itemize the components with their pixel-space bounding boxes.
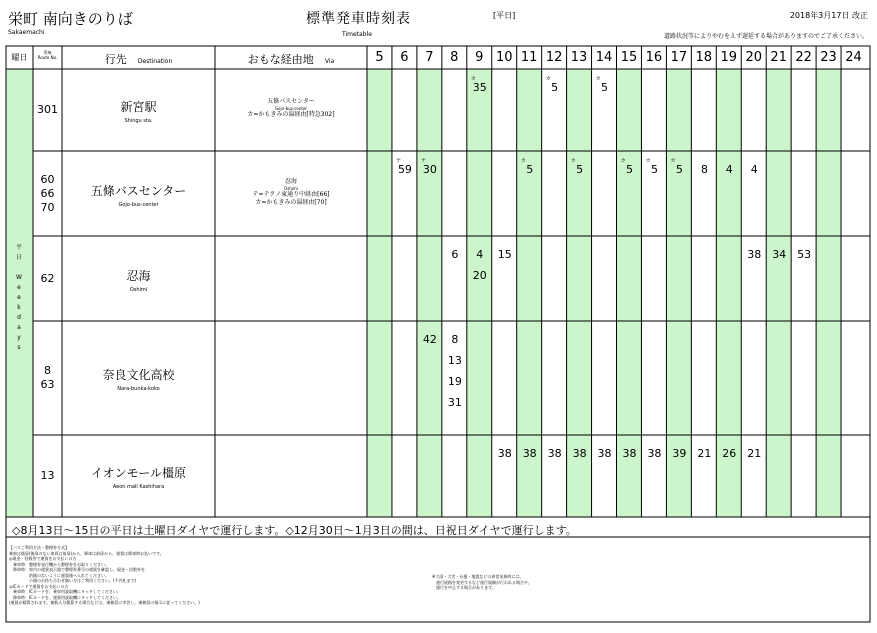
weekday-char: e [17, 284, 21, 291]
departure-minute: 5 [675, 163, 683, 176]
holiday-notice: ◇8月13日～15日の平日は土曜日ダイヤで運行します。◇12月30日～1月3日の間は、日祝日ダイヤで運行します。 [12, 524, 577, 537]
departure-minute: 42 [422, 333, 437, 346]
hour-header-24: 24 [845, 50, 862, 65]
via-line: 五條バスセンター [267, 98, 315, 105]
fine-print-line: 乗車は後扉(後扉のない車両は前扉)から、降車は前扉から、運賃は降車時お払いです。 [9, 550, 164, 556]
page-title-en: Timetable [342, 31, 372, 38]
via-stops [215, 178, 367, 207]
via-line: Gojo-bus-center [274, 106, 308, 111]
departure-minute: 35 [472, 81, 487, 94]
green-column-5 [367, 69, 392, 517]
departure-minute: 13 [447, 354, 462, 367]
hour-header-16: 16 [645, 50, 663, 65]
route-number: 62 [40, 271, 55, 285]
departure-minute: 5 [526, 163, 534, 176]
hour-header-13: 13 [570, 50, 588, 65]
departure-minute: 31 [447, 396, 462, 409]
route-numbers [33, 469, 62, 483]
weekday-char: a [17, 324, 21, 331]
departure-minute: 59 [397, 163, 412, 176]
delay-notice: 道路状況等によりやむをえず遅延する場合がありますのでご了承ください。 [663, 33, 868, 40]
via-line: 忍海 [284, 177, 297, 185]
stop-name: 栄町 南向きのりば [8, 10, 133, 28]
departure-minute: 38 [747, 248, 762, 261]
departure-minute: 5 [551, 81, 559, 94]
destination [62, 366, 215, 392]
route-variant-mark: カ [520, 158, 526, 164]
departure-minute: 26 [722, 447, 737, 460]
departure-minute: 53 [797, 248, 812, 261]
weekday-char: e [17, 294, 21, 301]
departure-minute: 6 [451, 248, 459, 261]
hour-header-10: 10 [495, 50, 513, 65]
hour-header-19: 19 [720, 50, 738, 65]
via-stops [215, 98, 367, 119]
departure-minute: 5 [626, 163, 633, 176]
departure-minute: 5 [601, 81, 609, 94]
destination [62, 182, 215, 208]
page-title: 標準発車時刻表 [306, 11, 411, 27]
green-column-7 [417, 69, 442, 517]
route-number: 13 [40, 469, 55, 482]
hour-header-5: 5 [375, 50, 384, 65]
destination-name-en: Nara-bunka-koko [117, 386, 160, 392]
route-variant-mark: カ [620, 158, 626, 164]
route-numbers [33, 364, 62, 392]
departure-minute: 30 [422, 163, 437, 176]
hour-header-21: 21 [770, 50, 787, 65]
fine-print-line: 降車時：ICカードを、運賃用読取機にタッチしてください。 [9, 594, 121, 600]
weekday-char: 平 [15, 244, 22, 251]
stop-name-roman: Sakaemachi [8, 29, 45, 36]
destination [62, 98, 215, 124]
route-number: 63 [40, 378, 55, 391]
destination [62, 267, 215, 293]
hour-header-11: 11 [520, 50, 538, 65]
departure-minute: 19 [447, 375, 462, 388]
departure-minute: 38 [497, 447, 512, 460]
fine-print-line: 【バスご利用方法・整理券方式】 [9, 545, 69, 550]
green-column-23 [816, 69, 841, 517]
route-number: 66 [40, 186, 55, 200]
hour-header-20: 20 [745, 50, 762, 65]
route-variant-mark: カ [545, 76, 551, 82]
departure-minute: 39 [672, 447, 687, 460]
route-variant-mark: テ [420, 158, 426, 164]
destination-name-en: Aeon mall Kashihara [112, 484, 165, 490]
departure-minute: 20 [472, 269, 487, 282]
route-variant-mark: カ [645, 158, 651, 164]
via-line: カ=かもきみの湯経由[特急302] [247, 111, 335, 118]
column-header-via-en: Via [324, 58, 335, 65]
column-header-via-ja: おもな経由地 [247, 53, 314, 66]
hour-header-23: 23 [820, 50, 837, 65]
fine-print-line: (運賃が精算されます。複数人分精算する場合などは、乗務員に申告し、乗務員の指示に従ってください。) [9, 600, 200, 605]
route-number: 301 [37, 103, 58, 116]
hour-header-9: 9 [475, 50, 484, 65]
fine-print-line: 小銭のお持ち合わせ無い方はご利用ください。(千円札まで) [9, 578, 137, 583]
route-variant-mark: カ [570, 158, 576, 164]
hour-header-22: 22 [795, 50, 812, 65]
destination [62, 464, 215, 490]
departure-minute: 38 [572, 447, 587, 460]
weekday-char: d [17, 314, 21, 321]
fine-print-line: ※大雨・大雪・台風・地震などの異常気象時には、 [432, 574, 524, 579]
departure-minute: 4 [476, 248, 484, 261]
destination-name: 忍海 [126, 268, 151, 283]
hour-header-12: 12 [545, 50, 563, 65]
column-header-via [215, 48, 367, 68]
weekday-char: s [17, 344, 21, 351]
fine-print-line: 運行経路を変更するなど運行規制が行われる場合や、 [432, 579, 532, 585]
route-number: 70 [40, 200, 55, 214]
column-header-destination [62, 48, 215, 68]
weekday-char: W [16, 274, 22, 281]
route-variant-mark: テ [395, 158, 401, 164]
weekday-char: y [17, 334, 21, 341]
hour-header-18: 18 [695, 50, 713, 65]
green-column-9 [467, 69, 492, 517]
departure-minute: 34 [772, 248, 787, 261]
hour-header-14: 14 [595, 50, 613, 65]
destination-name-en: Oshimi [129, 286, 148, 293]
column-header-route-en: Route No. [37, 55, 58, 60]
departure-minute: 5 [576, 163, 584, 176]
destination-name: 奈良文化高校 [102, 368, 175, 382]
via-line: テ=テクノ東通り中経由[66] [252, 190, 330, 198]
route-number: 8 [44, 364, 51, 377]
route-number: 60 [40, 172, 55, 186]
destination-name: 五條バスセンター [90, 183, 187, 198]
departure-minute: 15 [497, 248, 512, 261]
departure-minute: 38 [597, 447, 612, 460]
hour-header-15: 15 [620, 50, 638, 65]
hour-header-7: 7 [425, 50, 434, 65]
hour-header-8: 8 [450, 50, 459, 65]
departure-minute: 4 [750, 163, 758, 176]
departure-minute: 21 [697, 447, 712, 460]
via-line: カ=かもきみの湯経由[70] [255, 198, 327, 206]
fine-print-line: 釣銭のないように運賃箱へ入れてください。 [9, 572, 109, 578]
destination-name: 新宮駅 [120, 100, 157, 114]
route-numbers [33, 173, 62, 215]
green-column-21 [766, 69, 791, 517]
departure-minute: 38 [647, 447, 662, 460]
departure-minute: 8 [451, 333, 459, 346]
departure-minute: 21 [747, 447, 762, 460]
fine-print-line: 乗車時：ICカードを、乗車用読取機にタッチしてください。 [9, 589, 121, 594]
via-line: Oshimi [284, 185, 298, 191]
day-type-label: [平日] [493, 11, 516, 20]
departure-minute: 8 [700, 163, 708, 176]
fine-print-line: 降車時：車内の運賃表示器で整理券番号の運賃を確認し、現金・回数券を [9, 567, 145, 572]
route-variant-mark: カ [670, 158, 676, 164]
column-header-day: 曜日 [11, 53, 28, 62]
departure-minute: 38 [547, 447, 562, 460]
revision-date: 2018年3月17日 改正 [789, 11, 868, 20]
column-header-destination-en: Destination [137, 58, 173, 65]
route-numbers [33, 103, 62, 117]
destination-name: イオンモール橿原 [91, 466, 186, 480]
hour-header-17: 17 [670, 50, 688, 65]
column-header-route [33, 47, 62, 69]
departure-minute: 38 [522, 447, 537, 460]
fine-print-line: 乗車時：整理券発行機から整理券をお取りください。 [9, 561, 109, 567]
route-variant-mark: カ [595, 76, 601, 82]
route-variant-mark: カ [470, 76, 476, 82]
weekday-char: k [17, 304, 21, 311]
departure-minute: 5 [650, 163, 658, 176]
departure-minute: 4 [725, 163, 733, 176]
weekday-char: 日 [15, 254, 22, 261]
destination-name-en: Gojo-bus-center [118, 201, 159, 208]
route-numbers [33, 272, 62, 286]
fine-print-line: 運行を中止する場合があります。 [432, 585, 496, 590]
hour-header-6: 6 [400, 50, 409, 65]
fine-print-line: ◎ICカードで運賃をお支払いの方 [9, 583, 69, 589]
fine-print-line: ◎現金・回数券で運賃をお支払いの方 [9, 556, 77, 561]
column-header-destination-ja: 行先 [104, 53, 127, 66]
departure-minute: 38 [622, 447, 637, 460]
column-header-route-ja: 系統 [43, 50, 52, 55]
destination-name-en: Shingu sta. [124, 118, 153, 124]
